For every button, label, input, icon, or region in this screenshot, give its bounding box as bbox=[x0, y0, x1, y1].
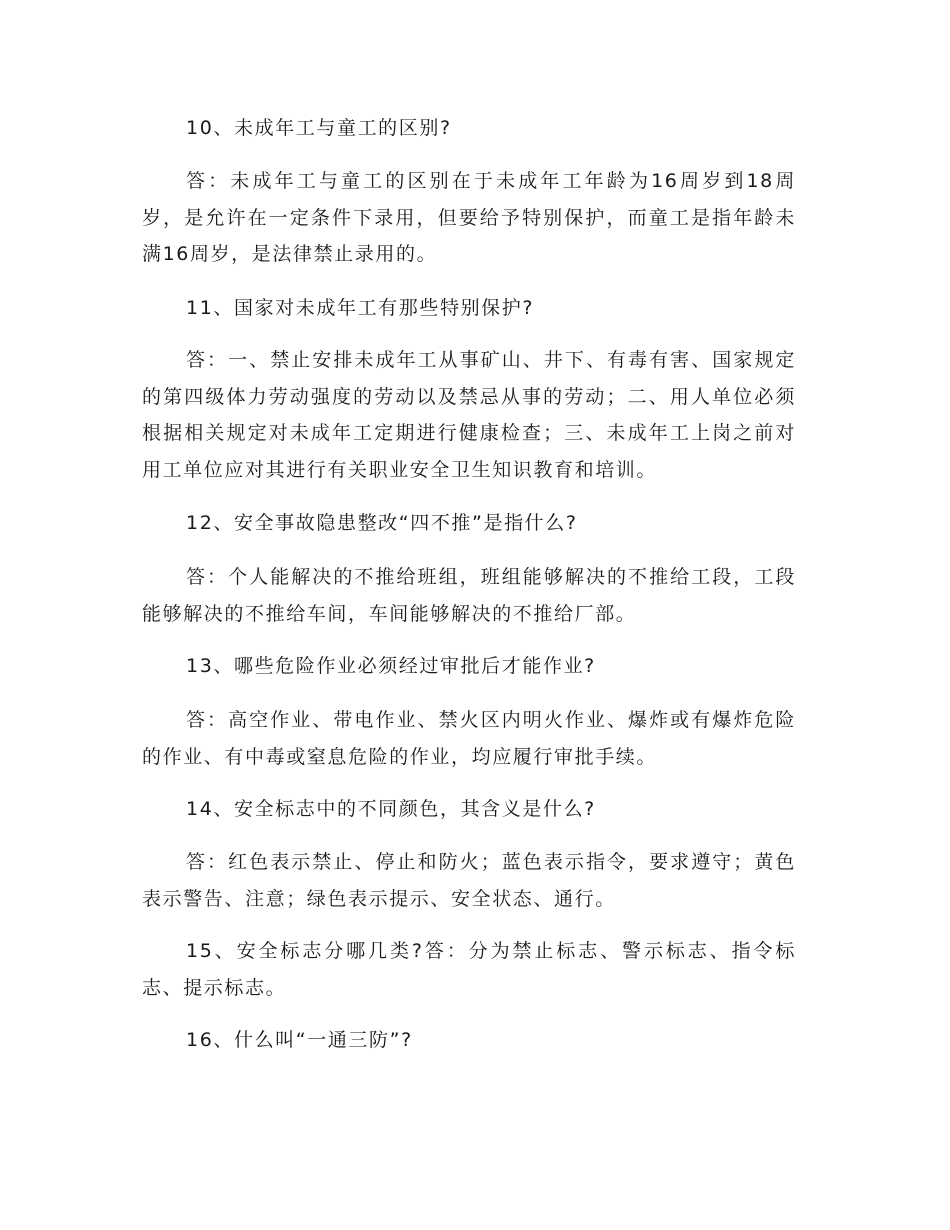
answer-13: 答：高空作业、带电作业、禁火区内明火作业、爆炸或有爆炸危险的作业、有中毒或窒息危险的作业，均应履行审批手续。 bbox=[142, 709, 796, 768]
question-13: 13、哪些危险作业必须经过审批后才能作业? bbox=[186, 655, 596, 677]
answer-10: 答：未成年工与童工的区别在于未成年工年龄为16周岁到18周岁，是允许在一定条件下录用，但要给予特别保护，而童工是指年龄未满16周岁，是法律禁止录用的。 bbox=[142, 170, 796, 265]
question-16: 16、什么叫“一通三防”? bbox=[186, 1029, 413, 1051]
question-12: 12、安全事故隐患整改“四不推”是指什么? bbox=[186, 512, 578, 534]
answer-12: 答：个人能解决的不推给班组，班组能够解决的不推给工段，工段能够解决的不推给车间，车间能够解决的不推给厂部。 bbox=[142, 566, 796, 625]
question-10: 10、未成年工与童工的区别? bbox=[186, 117, 452, 139]
answer-11: 答：一、禁止安排未成年工从事矿山、井下、有毒有害、国家规定的第四级体力劳动强度的劳动以及禁忌从事的劳动；二、用人单位必须根据相关规定对未成年工定期进行健康检查；三、未成年工上岗之前对用工单位应对其进行有关职业安全卫生知识教育和培训。 bbox=[142, 349, 796, 481]
question-answer-15: 15、安全标志分哪几类?答：分为禁止标志、警示标志、指令标志、提示标志。 bbox=[142, 940, 796, 999]
answer-14: 答：红色表示禁止、停止和防火；蓝色表示指令，要求遵守；黄色表示警告、注意；绿色表示提示、安全状态、通行。 bbox=[142, 851, 796, 910]
question-14: 14、安全标志中的不同颜色，其含义是什么? bbox=[186, 798, 596, 820]
question-11: 11、国家对未成年工有那些特别保护? bbox=[186, 297, 535, 319]
